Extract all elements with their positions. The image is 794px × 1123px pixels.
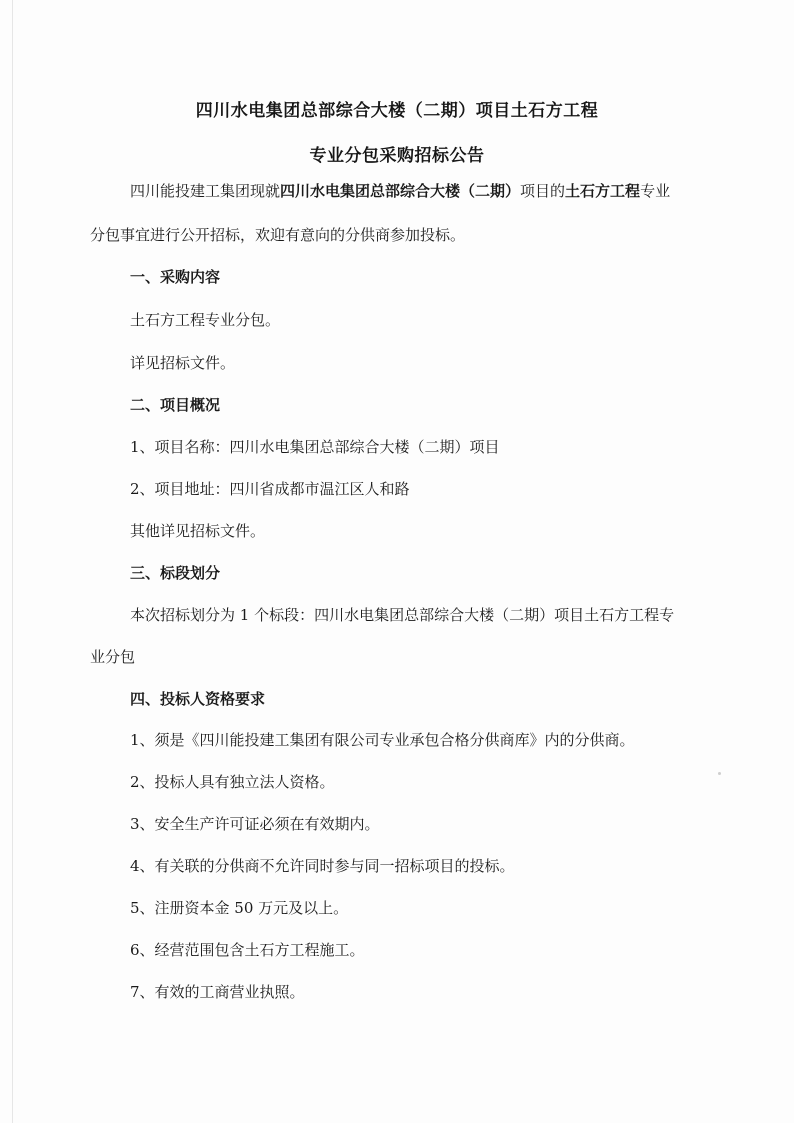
section2-note: 其他详见招标文件。	[130, 522, 266, 540]
requirement-item: 7、有效的工商营业执照。	[130, 983, 305, 1001]
requirement-item: 1、须是《四川能投建工集团有限公司专业承包合格分供商库》内的分供商。	[130, 731, 635, 749]
section1-line2: 详见招标文件。	[130, 354, 236, 372]
intro-text-mid: 项目的	[520, 182, 566, 200]
document-title-line2: 专业分包采购招标公告	[309, 146, 485, 166]
requirement-item: 3、安全生产许可证必须在有效期内。	[130, 815, 380, 833]
section2-heading: 二、项目概况	[130, 396, 221, 414]
requirement-item: 4、有关联的分供商不允许同时参与同一招标项目的投标。	[130, 857, 515, 875]
section3-line2: 业分包	[90, 648, 136, 666]
intro-paragraph-line2: 分包事宜进行公开招标，欢迎有意向的分供商参加投标。	[90, 226, 466, 244]
section2-item2: 2、项目地址：四川省成都市温江区人和路	[130, 480, 410, 498]
requirement-item: 2、投标人具有独立法人资格。	[130, 773, 335, 791]
page-edge	[12, 0, 13, 1123]
requirement-item: 5、注册资本金 50 万元及以上。	[130, 899, 349, 917]
section2-item1: 1、项目名称：四川水电集团总部综合大楼（二期）项目	[130, 438, 500, 456]
section3-line1: 本次招标划分为 1 个标段：四川水电集团总部综合大楼（二期）项目土石方工程专	[130, 606, 675, 624]
scan-speck	[718, 772, 721, 775]
section3-heading: 三、标段划分	[130, 564, 221, 582]
intro-text-start: 四川能投建工集团现就	[130, 182, 281, 200]
intro-work-name: 土石方工程	[565, 182, 641, 200]
intro-paragraph	[130, 184, 740, 199]
section1-line1: 土石方工程专业分包。	[130, 311, 281, 329]
section1-heading: 一、采购内容	[130, 268, 221, 286]
document-title-line1: 四川水电集团总部综合大楼（二期）项目土石方工程	[195, 101, 599, 121]
section4-heading: 四、投标人资格要求	[130, 690, 266, 708]
requirement-item: 6、经营范围包含土石方工程施工。	[130, 941, 365, 959]
intro-project-name: 四川水电集团总部综合大楼（二期）	[280, 182, 521, 200]
intro-text-end: 专业	[640, 182, 671, 200]
